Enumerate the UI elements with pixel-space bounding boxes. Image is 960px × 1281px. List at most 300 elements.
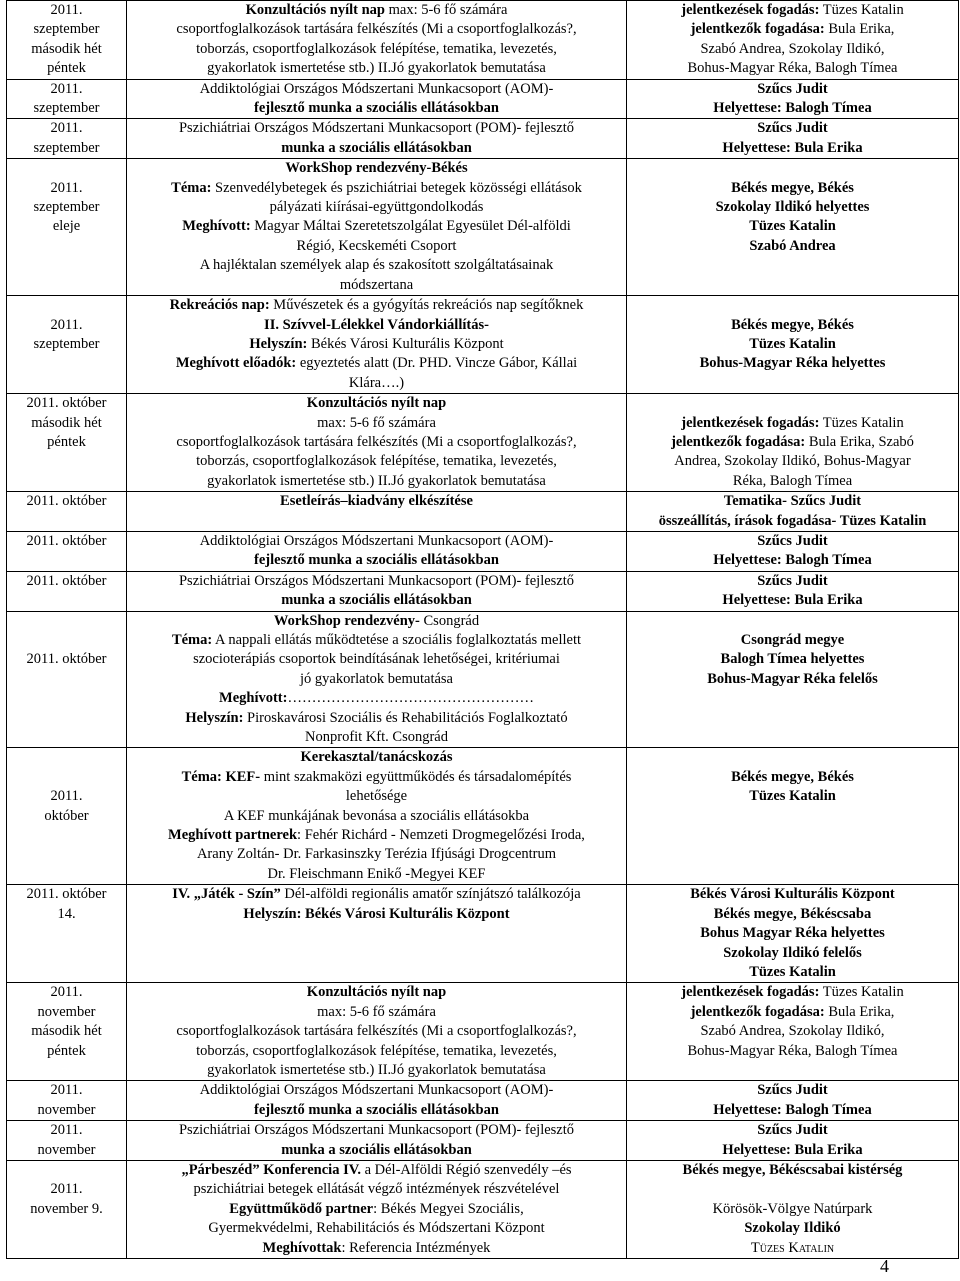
main-line — [129, 1081, 624, 1100]
text-segment: Meghívottak — [262, 1239, 342, 1256]
main-line — [129, 1061, 624, 1080]
resp-cell — [627, 1121, 959, 1161]
schedule-row — [7, 159, 959, 296]
main-cell — [127, 119, 627, 159]
main-line — [129, 650, 624, 669]
text-segment: Tüzes Katalin — [749, 218, 836, 235]
main-line — [129, 1042, 624, 1061]
text-segment: Téma: — [171, 632, 213, 648]
text-segment: Nonprofit Kft. Csongrád — [305, 729, 448, 746]
text-segment: Békés megye, Békéscsabai kistérség — [682, 1161, 903, 1178]
text-segment: Tüzes Katalin — [819, 984, 904, 1001]
date-line: november — [37, 1101, 96, 1118]
main-line — [129, 885, 624, 904]
resp-line — [629, 591, 956, 610]
text-segment: Kerekasztal/tanácskozás — [300, 749, 453, 766]
resp-line — [629, 20, 956, 39]
main-line — [129, 159, 624, 178]
text-segment: Szenvedélybetegek és pszichiátriai betegek közösségi ellátások — [211, 179, 582, 196]
text-segment: Tüzes Katalin — [749, 335, 836, 352]
date-cell — [7, 394, 127, 492]
resp-line — [629, 787, 956, 806]
date-line: második hét — [31, 40, 102, 57]
main-line — [129, 689, 624, 708]
schedule-row — [7, 492, 959, 532]
resp-line — [629, 768, 956, 787]
text-segment: WorkShop rendezvény- — [273, 612, 420, 629]
date-line: szeptember — [33, 199, 100, 216]
date-cell — [7, 1081, 127, 1121]
text-segment: Bula Erika, — [824, 21, 895, 38]
resp-line — [629, 1003, 956, 1022]
schedule-row — [7, 1, 959, 80]
resp-line — [629, 492, 956, 511]
main-line — [129, 198, 624, 217]
main-line — [129, 983, 624, 1002]
main-line — [129, 551, 624, 570]
text-segment: módszertana — [339, 276, 414, 293]
date-line: 2011. — [50, 179, 83, 196]
date-line: november — [37, 1003, 96, 1020]
text-segment: : Békés Városi Kulturális Központ — [296, 905, 510, 922]
text-segment: jelentkezések fogadás: — [681, 414, 820, 431]
date-cell — [7, 1160, 127, 1258]
resp-line — [629, 670, 956, 689]
resp-line — [629, 512, 956, 531]
resp-line — [629, 472, 956, 491]
date-line: október — [44, 807, 89, 824]
main-line — [129, 532, 624, 551]
text-segment: gyakorlatok ismertetése stb.) II.Jó gyakorlatok bemutatása — [207, 60, 546, 77]
text-segment: Addiktológiai Országos Módszertani Munkacsoport (AOM)- — [199, 1082, 554, 1099]
text-segment: Tüzes Katalin — [750, 1239, 835, 1256]
main-line — [129, 452, 624, 471]
text-segment: WorkShop rendezvény-Békés — [285, 160, 468, 177]
text-segment: Bula Erika, — [824, 1003, 895, 1020]
schedule-row — [7, 1160, 959, 1258]
text-segment: Helyettese: Balogh Tímea — [713, 552, 872, 569]
resp-line — [629, 1141, 956, 1160]
resp-line — [629, 631, 956, 650]
resp-line — [629, 612, 956, 631]
schedule-body — [7, 1, 959, 1259]
schedule-row — [7, 394, 959, 492]
resp-cell — [627, 159, 959, 296]
date-line: péntek — [47, 1042, 86, 1059]
main-line — [129, 374, 624, 393]
main-line — [129, 709, 624, 728]
text-segment: munka a szociális ellátásokban — [281, 139, 472, 156]
text-segment: Konzultációs nyílt nap — [245, 2, 385, 18]
date-line: 2011. — [50, 80, 83, 97]
resp-line — [629, 1180, 956, 1199]
text-segment: max: 5-6 fő számára — [384, 2, 508, 18]
date-line: 2011. október — [26, 886, 107, 903]
main-cell — [127, 1121, 627, 1161]
text-segment: A nappali ellátás működtetése a szociális foglalkoztatás mellett — [212, 632, 582, 648]
text-segment: fejlesztő munka a szociális ellátásokban — [254, 100, 499, 117]
date-cell — [7, 885, 127, 983]
resp-cell — [627, 79, 959, 119]
main-line — [129, 256, 624, 275]
resp-line — [629, 924, 956, 943]
resp-cell — [627, 1081, 959, 1121]
resp-line — [629, 296, 956, 315]
date-line: 2011. — [50, 316, 83, 333]
resp-line — [629, 414, 956, 433]
text-segment: Pszichiátriai Országos Módszertani Munkacsoport (POM)- fejlesztő — [178, 120, 575, 137]
resp-line — [629, 119, 956, 138]
main-line — [129, 865, 624, 884]
resp-cell — [627, 748, 959, 885]
date-line: második hét — [31, 414, 102, 431]
resp-line — [629, 40, 956, 59]
main-cell — [127, 885, 627, 983]
text-segment: Addiktológiai Országos Módszertani Munkacsoport (AOM)- — [199, 532, 554, 549]
main-cell — [127, 1081, 627, 1121]
date-line: 2011. október — [26, 532, 107, 549]
text-segment: Gyermekvédelmi, Rehabilitációs és Módszertani Központ — [208, 1220, 545, 1237]
main-cell — [127, 159, 627, 296]
schedule-row — [7, 748, 959, 885]
text-segment: Szűcs Judit — [757, 80, 828, 97]
text-segment: gyakorlatok ismertetése stb.) II.Jó gyakorlatok bemutatása — [207, 1061, 546, 1078]
main-cell — [127, 1160, 627, 1258]
text-segment: a Dél-Alföldi Régió szenvedély –és — [360, 1161, 572, 1178]
resp-cell — [627, 1, 959, 80]
main-line — [129, 1121, 624, 1140]
resp-line — [629, 650, 956, 669]
text-segment: munka a szociális ellátásokban — [281, 1141, 472, 1158]
schedule-row — [7, 531, 959, 571]
text-segment: Téma: KEF- — [181, 768, 261, 785]
resp-line — [629, 1, 956, 20]
date-line: péntek — [47, 60, 86, 77]
resp-line — [629, 59, 956, 78]
date-cell — [7, 119, 127, 159]
date-line: 2011. október — [26, 572, 107, 589]
text-segment: jelentkezők fogadása: — [690, 1003, 825, 1020]
text-segment: toborzás, csoportfoglalkozások felépítése, tematika, levezetés, — [196, 1042, 557, 1059]
main-line — [129, 179, 624, 198]
date-line: 2011. — [50, 1082, 83, 1099]
resp-line — [629, 335, 956, 354]
main-line — [129, 768, 624, 787]
date-cell — [7, 492, 127, 532]
text-segment: Piroskavárosi Szociális és Rehabilitációs Foglalkoztató — [243, 709, 568, 726]
date-line: szeptember — [33, 335, 100, 352]
text-segment: Szokolay Ildikó — [744, 1220, 841, 1237]
text-segment: …………………………………………… — [287, 690, 534, 707]
text-segment: csoportfoglalkozások tartására felkészítés (Mi a csoportfoglalkozás?, — [176, 21, 577, 38]
text-segment: Bohus-Magyar Réka, Balogh Tímea — [687, 60, 898, 77]
resp-line — [629, 1022, 956, 1041]
resp-line — [629, 1121, 956, 1140]
text-segment: Szokolay Ildikó felelős — [723, 944, 862, 961]
main-cell — [127, 611, 627, 748]
date-line — [9, 631, 124, 650]
date-line: 2011. október — [26, 493, 107, 510]
text-segment: toborzás, csoportfoglalkozások felépítése, tematika, levezetés, — [196, 453, 557, 470]
date-line: november 9. — [30, 1200, 103, 1217]
text-segment: Békés megye, Békés — [731, 179, 854, 196]
main-line — [129, 119, 624, 138]
main-line — [129, 59, 624, 78]
main-line — [129, 414, 624, 433]
text-segment: Konzultációs nyílt nap — [306, 395, 447, 412]
date-line: péntek — [47, 433, 86, 450]
text-segment: II. Szívvel-Lélekkel Vándorkiállítás- — [264, 316, 489, 333]
resp-line — [629, 983, 956, 1002]
date-line: 2011. — [50, 1181, 83, 1198]
text-segment: Helyszín: — [185, 709, 244, 726]
resp-line — [629, 1161, 956, 1180]
text-segment: Csongrád — [419, 612, 480, 629]
schedule-table — [6, 0, 959, 1259]
resp-line — [629, 944, 956, 963]
text-segment: Szabó Andrea, Szokolay Ildikó, — [700, 40, 885, 57]
text-segment: Békés Városi Kulturális Központ — [690, 886, 895, 903]
text-segment: Tüzes Katalin — [819, 414, 904, 431]
text-segment: Bohus-Magyar Réka helyettes — [699, 355, 886, 372]
text-segment: fejlesztő munka a szociális ellátásokban — [254, 1101, 499, 1118]
resp-line — [629, 1239, 956, 1258]
resp-line — [629, 905, 956, 924]
text-segment: Pszichiátriai Országos Módszertani Munkacsoport (POM)- fejlesztő — [178, 1122, 575, 1139]
schedule-row — [7, 885, 959, 983]
text-segment: Pszichiátriai Országos Módszertani Munkacsoport (POM)- fejlesztő — [178, 572, 575, 589]
schedule-row — [7, 1081, 959, 1121]
resp-cell — [627, 571, 959, 611]
date-cell — [7, 159, 127, 296]
main-cell — [127, 492, 627, 532]
text-segment: Meghívott előadók: — [175, 355, 297, 372]
main-line — [129, 1200, 624, 1219]
resp-line — [629, 572, 956, 591]
text-segment: Réka, Balogh Tímea — [732, 472, 853, 489]
date-cell — [7, 1121, 127, 1161]
resp-cell — [627, 983, 959, 1081]
main-line — [129, 631, 624, 650]
main-line — [129, 591, 624, 610]
main-line — [129, 807, 624, 826]
date-line: 14. — [57, 905, 76, 922]
resp-line — [629, 354, 956, 373]
text-segment: Meghívott partnerek — [168, 827, 298, 844]
main-cell — [127, 79, 627, 119]
main-line — [129, 1003, 624, 1022]
main-line — [129, 40, 624, 59]
resp-line — [629, 159, 956, 178]
text-segment: Addiktológiai Országos Módszertani Munkacsoport (AOM)- — [199, 80, 554, 97]
resp-line — [629, 237, 956, 256]
text-segment: Szabó Andrea — [749, 237, 836, 254]
date-line: eleje — [52, 218, 81, 235]
text-segment: Téma: — [171, 179, 212, 196]
text-segment: mint szakmaközi együttműködés és társadalomépítés — [260, 768, 572, 785]
main-line — [129, 612, 624, 631]
main-line — [129, 1141, 624, 1160]
main-cell — [127, 983, 627, 1081]
resp-cell — [627, 492, 959, 532]
text-segment: Helyettese: Balogh Tímea — [713, 100, 872, 117]
text-segment: Szűcs Judit — [757, 572, 828, 589]
resp-cell — [627, 394, 959, 492]
main-line — [129, 572, 624, 591]
text-segment: Csongrád megye — [740, 632, 845, 648]
text-segment: Körösök-Völgye Natúrpark — [712, 1200, 873, 1217]
date-cell — [7, 79, 127, 119]
main-line — [129, 276, 624, 295]
text-segment: Magyar Máltai Szeretetszolgálat Egyesület Dél-alföldi — [250, 218, 571, 235]
text-segment: pályázati kiírásai-együttgondolkodás — [269, 199, 484, 216]
text-segment: jó gyakorlatok bemutatása — [299, 670, 453, 687]
resp-line — [629, 1200, 956, 1219]
text-segment: Szabó Andrea, Szokolay Ildikó, — [700, 1023, 885, 1040]
resp-line — [629, 394, 956, 413]
main-line — [129, 394, 624, 413]
text-segment: Bohus-Magyar Réka felelős — [707, 670, 878, 687]
main-line — [129, 845, 624, 864]
main-line — [129, 787, 624, 806]
date-line: második hét — [31, 1023, 102, 1040]
text-segment: Esetleírás–kiadvány elkészítése — [280, 493, 473, 510]
date-line: 2011. — [50, 788, 83, 805]
date-cell — [7, 531, 127, 571]
date-line — [9, 296, 124, 315]
date-line — [9, 748, 124, 767]
text-segment: jelentkezők fogadása: — [671, 433, 806, 450]
text-segment: Helyettese: Bula Erika — [722, 139, 863, 156]
main-cell — [127, 748, 627, 885]
date-cell — [7, 983, 127, 1081]
schedule-row — [7, 571, 959, 611]
main-line — [129, 1161, 624, 1180]
text-segment: Tüzes Katalin — [819, 2, 904, 18]
date-line — [9, 1161, 124, 1180]
date-line: szeptember — [33, 100, 100, 117]
resp-line — [629, 198, 956, 217]
main-cell — [127, 394, 627, 492]
resp-line — [629, 139, 956, 158]
text-segment: Békés megye, Békés — [731, 768, 854, 785]
date-cell — [7, 1, 127, 80]
text-segment: Tematika- Szűcs Judit — [723, 493, 862, 510]
text-segment: Szokolay Ildikó helyettes — [715, 199, 870, 216]
resp-line — [629, 452, 956, 471]
schedule-row — [7, 296, 959, 394]
text-segment: : Békés Megyei Szociális, — [373, 1200, 524, 1217]
main-line — [129, 905, 624, 924]
text-segment: összeállítás, írások fogadása- Tüzes Katalin — [658, 512, 927, 529]
resp-line — [629, 885, 956, 904]
main-line — [129, 748, 624, 767]
main-line — [129, 1219, 624, 1238]
main-cell — [127, 296, 627, 394]
text-segment: toborzás, csoportfoglalkozások felépítése, tematika, levezetés, — [196, 40, 557, 57]
main-line — [129, 20, 624, 39]
date-line: 2011. — [50, 2, 83, 18]
resp-line — [629, 217, 956, 236]
date-line: 2011. október — [26, 651, 107, 668]
text-segment: Bohus-Magyar Réka, Balogh Tímea — [687, 1042, 898, 1059]
text-segment: Szűcs Judit — [757, 120, 828, 137]
date-line: szeptember — [33, 21, 100, 38]
main-line — [129, 80, 624, 99]
text-segment: fejlesztő munka a szociális ellátásokban — [254, 552, 499, 569]
resp-line — [629, 80, 956, 99]
text-segment: csoportfoglalkozások tartására felkészítés (Mi a csoportfoglalkozás?, — [176, 1023, 577, 1040]
text-segment: Békés megye, Békéscsaba — [713, 905, 872, 922]
text-segment: Rekreációs nap: — [169, 297, 270, 314]
resp-line — [629, 433, 956, 452]
text-segment: Balogh Tímea helyettes — [720, 651, 865, 668]
text-segment: lehetősége — [345, 788, 408, 805]
main-line — [129, 1, 624, 20]
text-segment: A KEF munkájának bevonása a szociális ellátásokba — [223, 807, 530, 824]
text-segment: jelentkezők fogadása: — [690, 21, 825, 38]
date-line — [9, 159, 124, 178]
main-line — [129, 492, 624, 511]
resp-line — [629, 1081, 956, 1100]
text-segment: Szűcs Judit — [757, 1122, 828, 1139]
text-segment: Dr. Fleischmann Enikő -Megyei KEF — [267, 865, 486, 882]
main-line — [129, 1239, 624, 1258]
main-line — [129, 237, 624, 256]
text-segment: : Referencia Intézmények — [341, 1239, 491, 1256]
text-segment: jelentkezések fogadás: — [681, 984, 820, 1001]
resp-cell — [627, 1160, 959, 1258]
text-segment: Bohus Magyar Réka helyettes — [700, 925, 885, 942]
resp-line — [629, 748, 956, 767]
main-line — [129, 1022, 624, 1041]
main-line — [129, 99, 624, 118]
text-segment: Dél-alföldi regionális amatőr színjátszó találkozója — [280, 886, 581, 903]
main-cell — [127, 531, 627, 571]
main-cell — [127, 1, 627, 80]
text-segment: pszichiátriai betegek ellátását végző intézmények részvételével — [193, 1181, 560, 1198]
text-segment: Tüzes Katalin — [749, 788, 836, 805]
resp-cell — [627, 296, 959, 394]
text-segment: gyakorlatok ismertetése stb.) II.Jó gyakorlatok bemutatása — [207, 472, 546, 489]
resp-line — [629, 316, 956, 335]
main-line — [129, 335, 624, 354]
resp-cell — [627, 611, 959, 748]
text-segment: Békés Városi Kulturális Központ — [307, 335, 504, 352]
text-segment: max: 5-6 fő számára — [317, 1003, 436, 1020]
main-line — [129, 826, 624, 845]
text-segment: Klára….) — [348, 374, 405, 391]
text-segment: Helyettese: Balogh Tímea — [713, 1101, 872, 1118]
text-segment: Arany Zoltán- Dr. Farkasinszky Terézia Ifjúsági Drogcentrum — [196, 846, 557, 863]
date-cell — [7, 296, 127, 394]
text-segment: IV. „Játék - Szín” — [172, 886, 281, 903]
main-line — [129, 728, 624, 747]
text-segment: szocioterápiás csoportok beindításának lehetőségei, kritériumai — [193, 651, 560, 668]
main-line — [129, 139, 624, 158]
schedule-row — [7, 119, 959, 159]
date-line — [9, 612, 124, 631]
text-segment: munka a szociális ellátásokban — [281, 592, 472, 609]
main-line — [129, 670, 624, 689]
text-segment: Szűcs Judit — [757, 1082, 828, 1099]
schedule-row — [7, 79, 959, 119]
date-line — [9, 768, 124, 787]
resp-cell — [627, 119, 959, 159]
text-segment: Helyettese: Bula Erika — [722, 592, 863, 609]
text-segment: Szűcs Judit — [757, 532, 828, 549]
text-segment: Konzultációs nyílt nap — [306, 984, 447, 1001]
